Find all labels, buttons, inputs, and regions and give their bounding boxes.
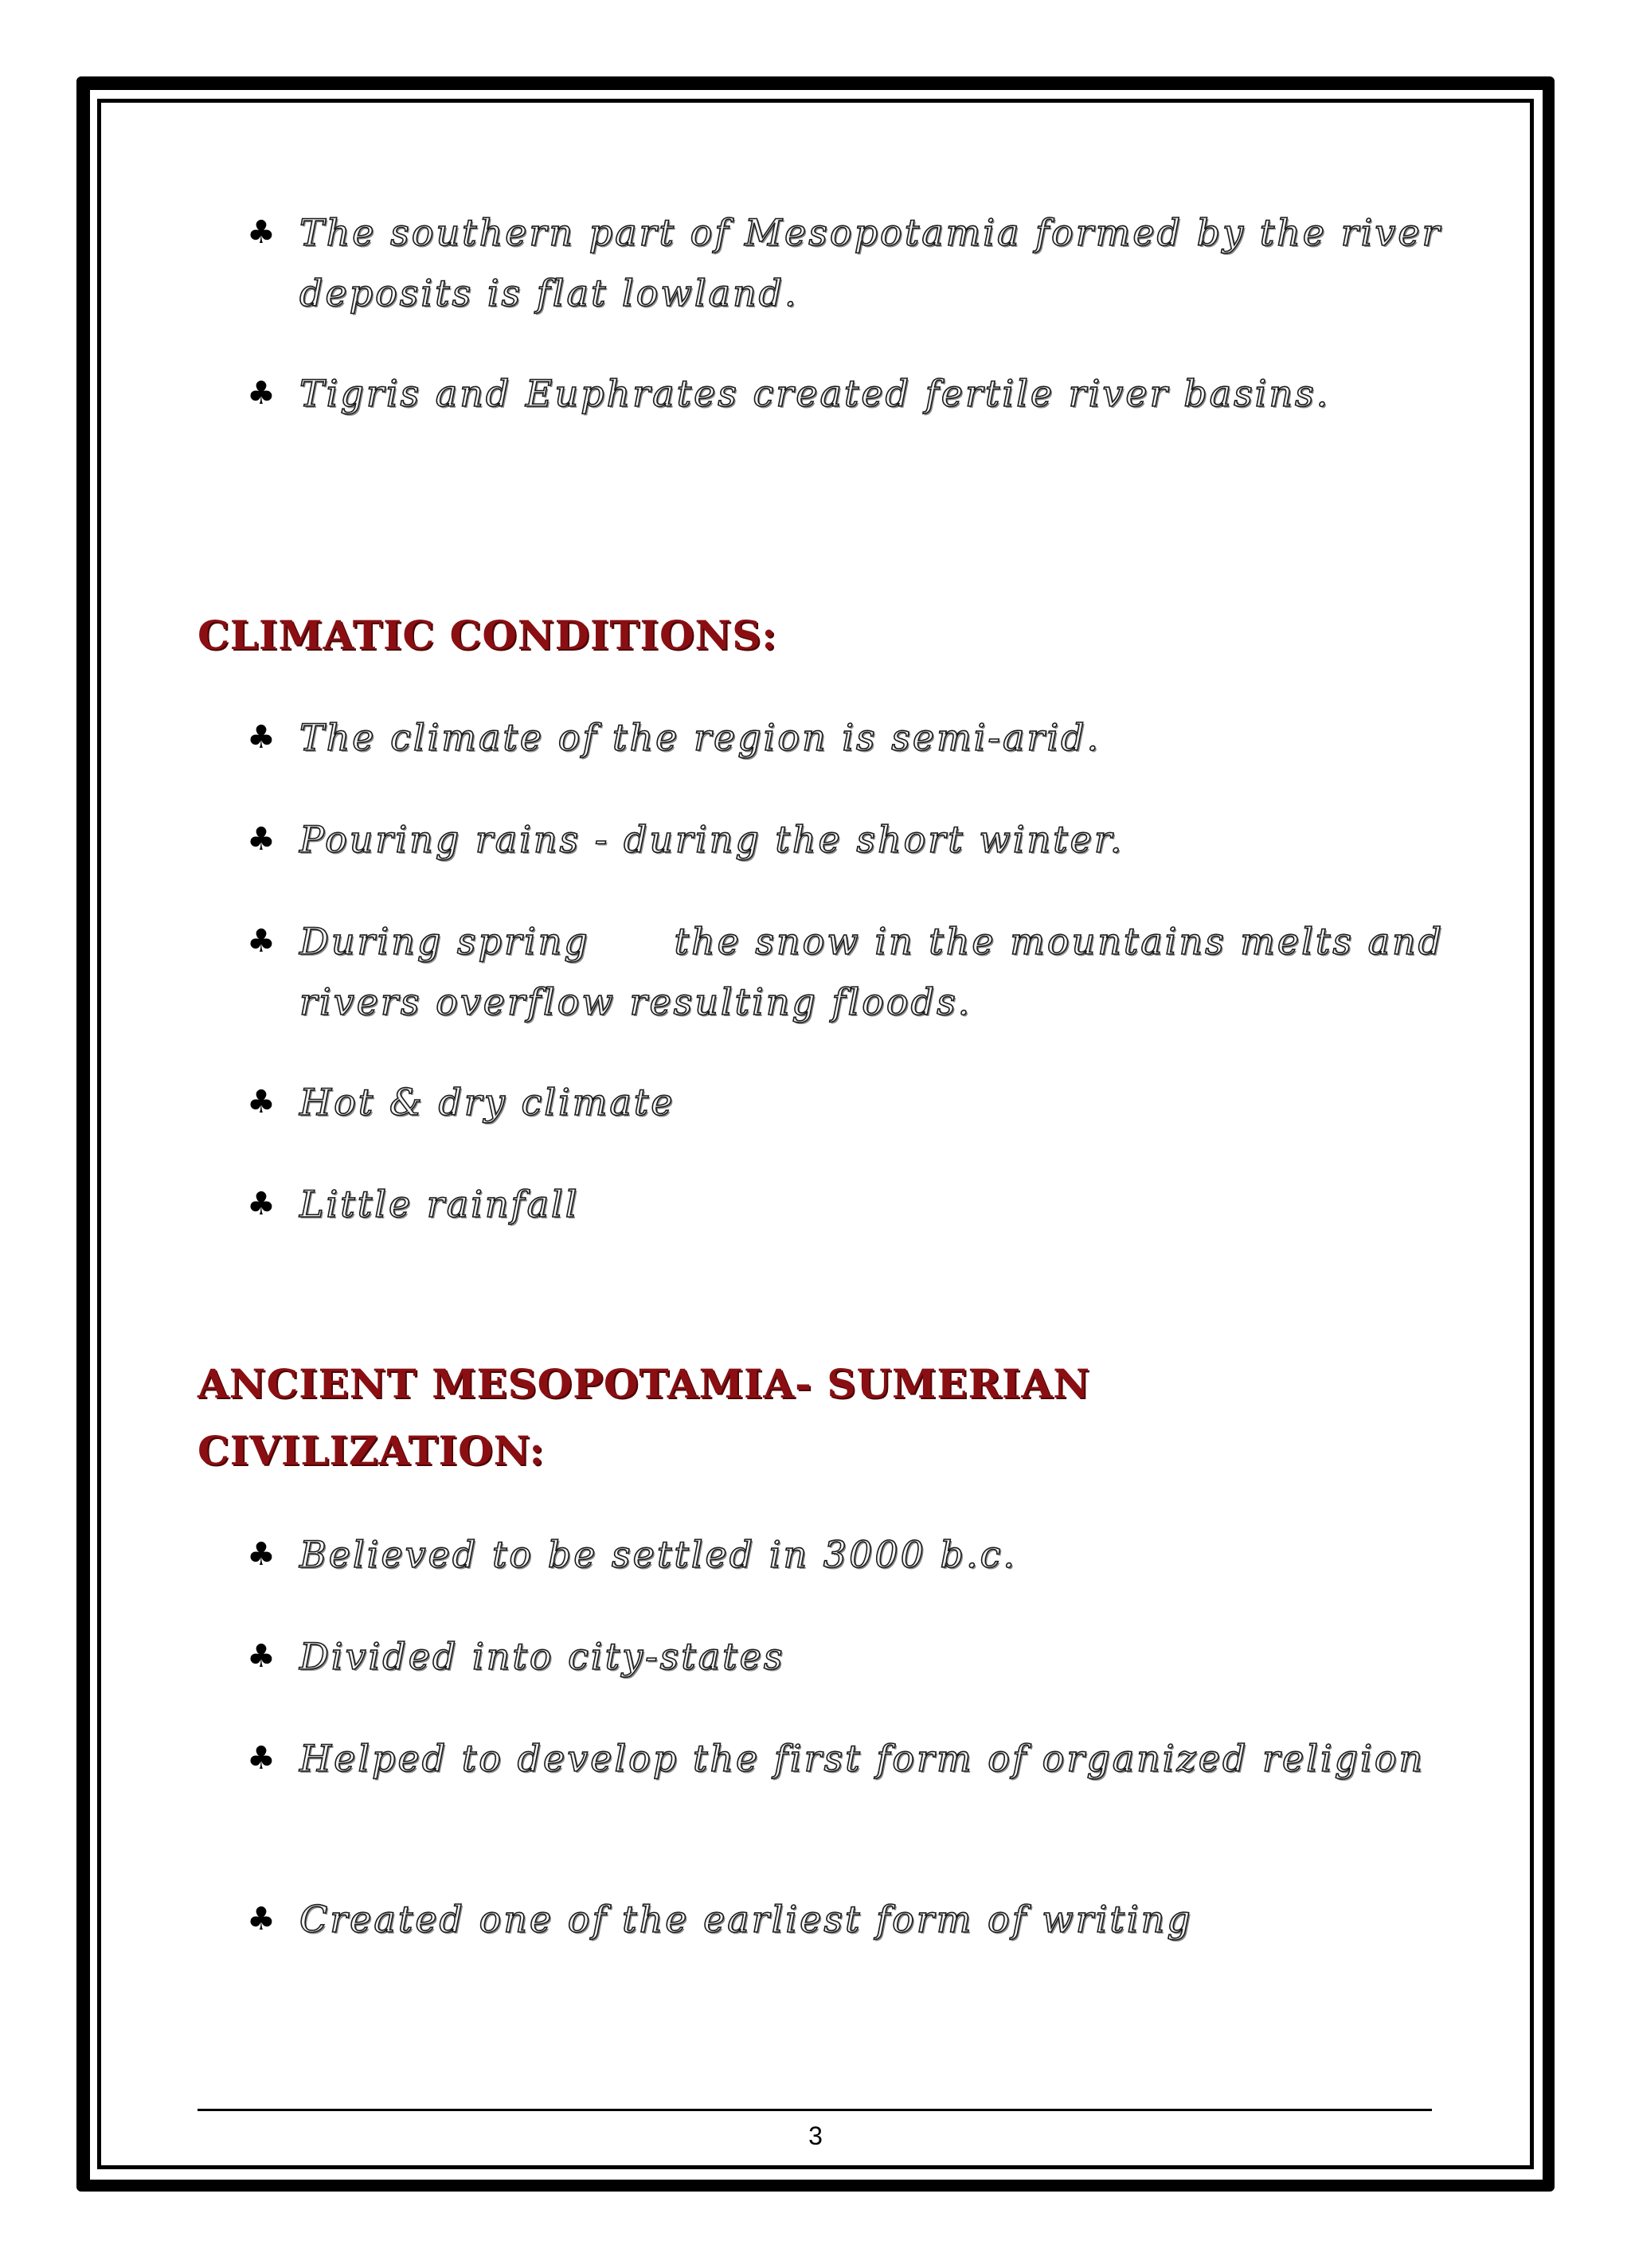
footer-divider <box>198 2109 1432 2111</box>
list-item <box>247 809 1457 870</box>
list-item-text: Believed to be settled in 3000 b.c. <box>299 1533 1017 1576</box>
list-item <box>247 202 1457 323</box>
list-item <box>247 363 1457 424</box>
club-bullet-icon: ♣ <box>247 214 276 251</box>
section-heading-climate: CLIMATIC CONDITIONS: <box>198 612 777 659</box>
section-heading-sumerian: ANCIENT MESOPOTAMIA- SUMERIAN CIVILIZATION: <box>198 1360 1090 1474</box>
list-item <box>247 1889 1457 1949</box>
page-number: 3 <box>808 2121 823 2150</box>
list-item <box>247 1072 1457 1132</box>
club-bullet-icon: ♣ <box>247 821 276 858</box>
list-item-text: Helped to develop the first form of organized religion <box>299 1737 1426 1780</box>
list-item-text: The southern part of Mesopotamia formed by the river deposits is flat lowland. <box>299 211 1442 315</box>
list-item <box>247 707 1457 768</box>
list-item-text: Hot & dry climate <box>299 1081 675 1124</box>
club-bullet-icon: ♣ <box>247 1536 276 1573</box>
club-bullet-icon: ♣ <box>247 1901 276 1938</box>
list-item <box>247 1626 1457 1687</box>
club-bullet-icon: ♣ <box>247 1186 276 1222</box>
list-item <box>247 1174 1457 1234</box>
list-item <box>247 911 1457 1032</box>
list-item-text: The climate of the region is semi-arid. <box>299 716 1101 759</box>
club-bullet-icon: ♣ <box>247 1084 276 1120</box>
list-item <box>247 1728 1457 1789</box>
club-bullet-icon: ♣ <box>247 923 276 960</box>
list-item-text: Divided into city-states <box>299 1635 785 1678</box>
list-item-text: During spring the snow in the mountains melts and rivers overflow resulting floods. <box>299 920 1458 1023</box>
list-item-text: Tigris and Euphrates created fertile river basins. <box>299 372 1331 415</box>
club-bullet-icon: ♣ <box>247 375 276 412</box>
club-bullet-icon: ♣ <box>247 1638 276 1675</box>
list-item-text: Little rainfall <box>299 1183 580 1226</box>
list-item-text: Created one of the earliest form of writing <box>299 1898 1193 1941</box>
list-item <box>247 1524 1457 1585</box>
list-item-text: Pouring rains - during the short winter. <box>299 818 1124 861</box>
club-bullet-icon: ♣ <box>247 719 276 756</box>
club-bullet-icon: ♣ <box>247 1740 276 1777</box>
